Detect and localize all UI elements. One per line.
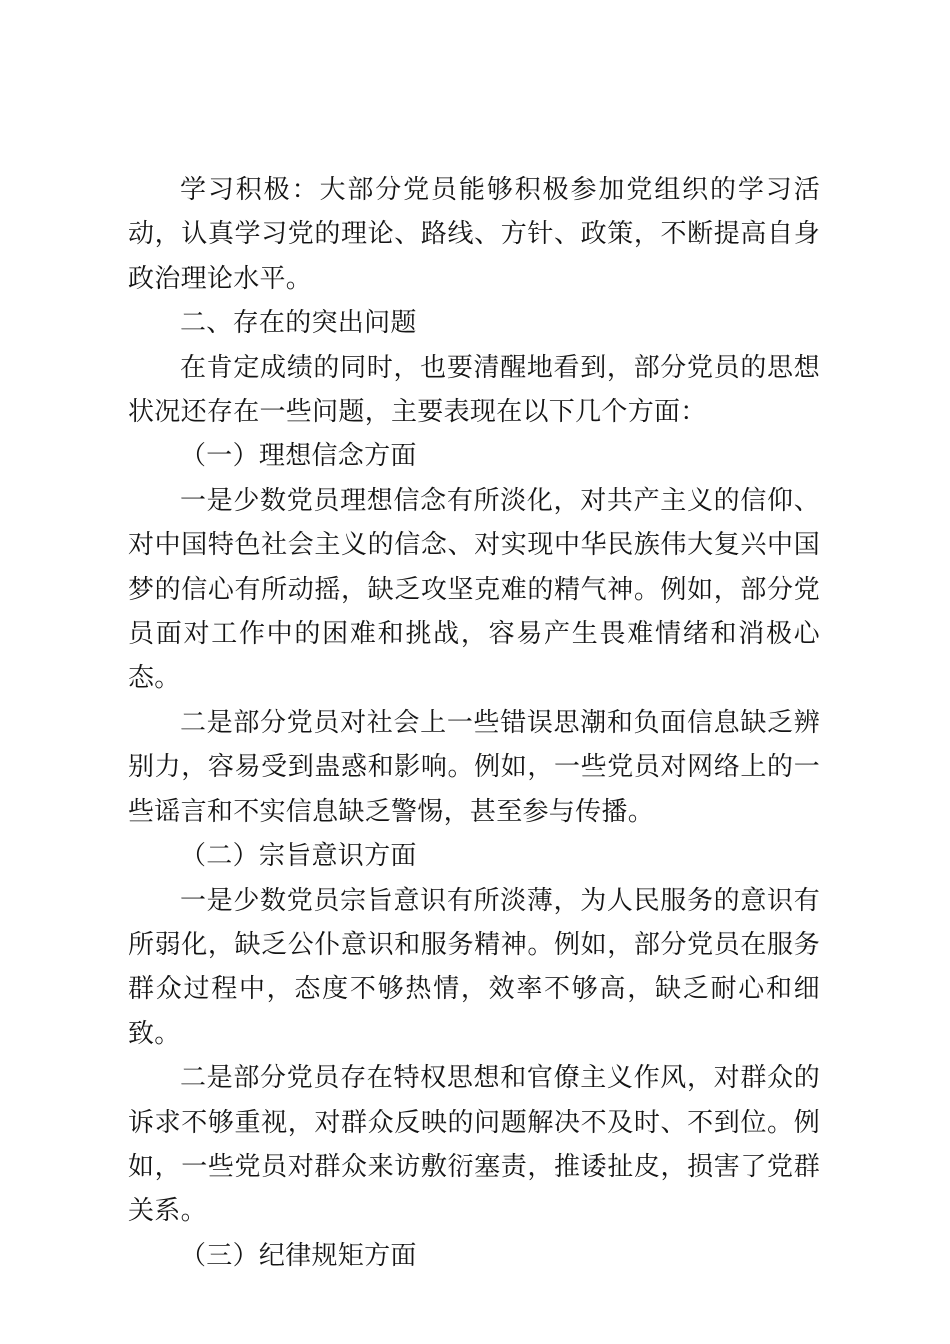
paragraph-ideals-point-1: 一是少数党员理想信念有所淡化，对共产主义的信仰、对中国特色社会主义的信念、对实现中华民族伟大复兴中国梦的信心有所动摇，缺乏攻坚克难的精气神。例如，部分党员面对工作中的困难和挑战，容易产生畏难情绪和消极心态。 <box>128 485 820 694</box>
subheading-ideals-beliefs: （一）理想信念方面 <box>180 441 417 472</box>
paragraph-ideals-point-2: 二是部分党员对社会上一些错误思潮和负面信息缺乏辨别力，容易受到蛊惑和影响。例如，一些党员对网络上的一些谣言和不实信息缺乏警惕，甚至参与传播。 <box>128 707 820 827</box>
subheading-discipline-rules: （三）纪律规矩方面 <box>180 1240 417 1271</box>
paragraph-study-active: 学习积极：大部分党员能够积极参加党组织的学习活动，认真学习党的理论、路线、方针、政策，不断提高自身政治理论水平。 <box>128 175 820 294</box>
subheading-purpose-awareness: （二）宗旨意识方面 <box>180 841 417 872</box>
paragraph-problems-intro: 在肯定成绩的同时，也要清醒地看到，部分党员的思想状况还存在一些问题，主要表现在以下几个方面： <box>128 352 820 428</box>
document-body <box>128 168 820 1278</box>
paragraph-purpose-point-2: 二是部分党员存在特权思想和官僚主义作风，对群众的诉求不够重视，对群众反映的问题解决不及时、不到位。例如，一些党员对群众来访敷衍塞责，推诿扯皮，损害了党群关系。 <box>128 1063 820 1227</box>
section-heading-problems: 二、存在的突出问题 <box>180 308 417 339</box>
paragraph-purpose-point-1: 一是少数党员宗旨意识有所淡薄，为人民服务的意识有所弱化，缺乏公仆意识和服务精神。例如，部分党员在服务群众过程中，态度不够热情，效率不够高，缺乏耐心和细致。 <box>128 885 820 1049</box>
